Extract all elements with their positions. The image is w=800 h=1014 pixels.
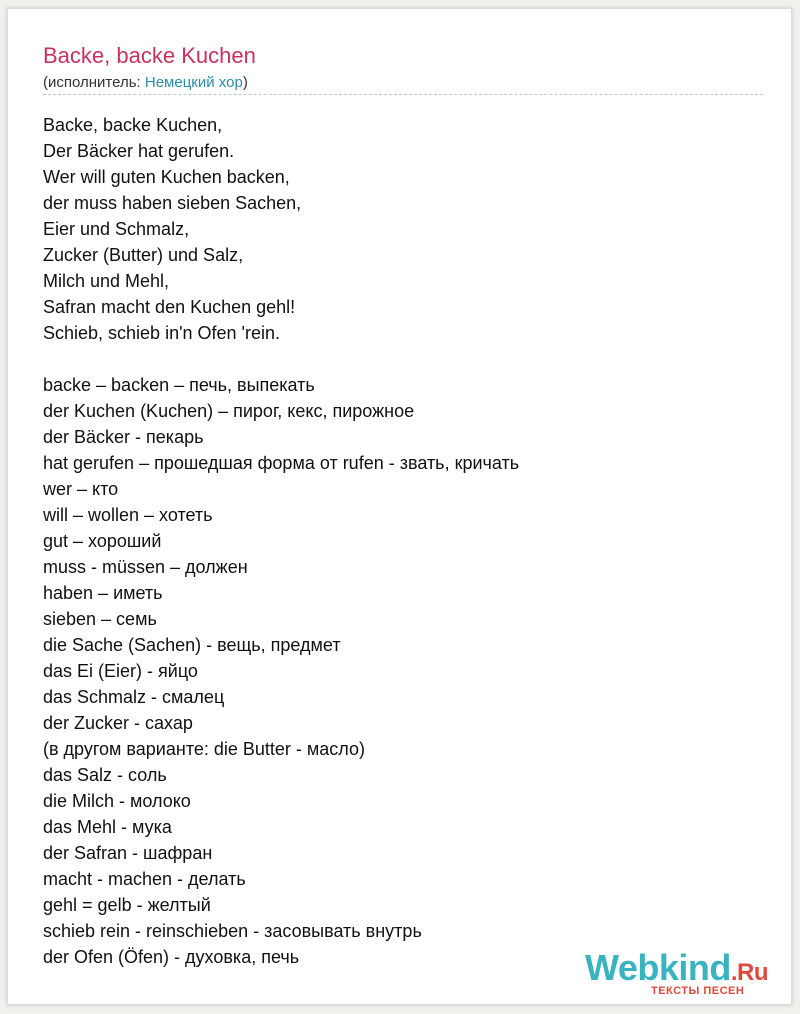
lyrics-line: hat gerufen – прошедшая форма от rufen - звать, кричать: [43, 453, 520, 473]
lyrics-line: der Kuchen (Kuchen) – пирог, кекс, пирожное: [43, 401, 415, 421]
lyrics-line: der Ofen (Öfen) - духовка, печь: [43, 947, 300, 967]
lyrics-card: [7, 8, 792, 1005]
lyrics-line: muss - müssen – должен: [43, 557, 248, 577]
song-meta: [43, 73, 248, 93]
site-logo[interactable]: [585, 947, 785, 1003]
song-title: Backe, backe Kuchen: [43, 43, 256, 68]
lyrics-line: wer – кто: [43, 479, 119, 499]
lyrics-line: macht - machen - делать: [43, 869, 246, 889]
lyrics-line: backe – backen – печь, выпекать: [43, 375, 315, 395]
lyrics-text: [43, 112, 783, 970]
lyrics-line: Der Bäcker hat gerufen.: [43, 141, 235, 161]
lyrics-blank-line: [43, 346, 783, 372]
artist-prefix: (исполнитель:: [43, 74, 145, 91]
lyrics-line: die Sache (Sachen) - вещь, предмет: [43, 635, 341, 655]
lyrics-line: Zucker (Butter) und Salz,: [43, 245, 244, 265]
lyrics-line: der muss haben sieben Sachen,: [43, 193, 302, 213]
lyrics-line: Milch und Mehl,: [43, 271, 170, 291]
lyrics-line: (в другом варианте: die Butter - масло): [43, 739, 366, 759]
logo-tld: .Ru: [730, 959, 769, 986]
logo-tagline: ТЕКСТЫ ПЕСЕН: [651, 985, 745, 997]
lyrics-line: die Milch - молоко: [43, 791, 191, 811]
lyrics-line: sieben – семь: [43, 609, 157, 629]
lyrics-line: der Safran - шафран: [43, 843, 213, 863]
lyrics-line: Schieb, schieb in'n Ofen 'rein.: [43, 323, 281, 343]
header-divider: [43, 94, 763, 95]
logo-main-text: Webkind: [585, 947, 731, 988]
lyrics-line: will – wollen – хотеть: [43, 505, 213, 525]
lyrics-line: der Zucker - сахар: [43, 713, 193, 733]
lyrics-line: das Schmalz - смалец: [43, 687, 225, 707]
lyrics-line: Wer will guten Kuchen backen,: [43, 167, 290, 187]
artist-link[interactable]: Немецкий хор: [144, 74, 243, 91]
lyrics-line: schieb rein - reinschieben - засовывать внутрь: [43, 921, 422, 941]
lyrics-line: Eier und Schmalz,: [43, 219, 190, 239]
lyrics-line: Backe, backe Kuchen,: [43, 115, 223, 135]
lyrics-line: der Bäcker - пекарь: [43, 427, 204, 447]
lyrics-line: das Ei (Eier) - яйцо: [43, 661, 198, 681]
lyrics-line: gehl = gelb - желтый: [43, 895, 211, 915]
lyrics-line: haben – иметь: [43, 583, 163, 603]
lyrics-line: gut – хороший: [43, 531, 162, 551]
lyrics-line: Safran macht den Kuchen gehl!: [43, 297, 296, 317]
lyrics-line: das Mehl - мука: [43, 817, 172, 837]
artist-suffix: ): [242, 74, 248, 91]
lyrics-line: das Salz - соль: [43, 765, 167, 785]
